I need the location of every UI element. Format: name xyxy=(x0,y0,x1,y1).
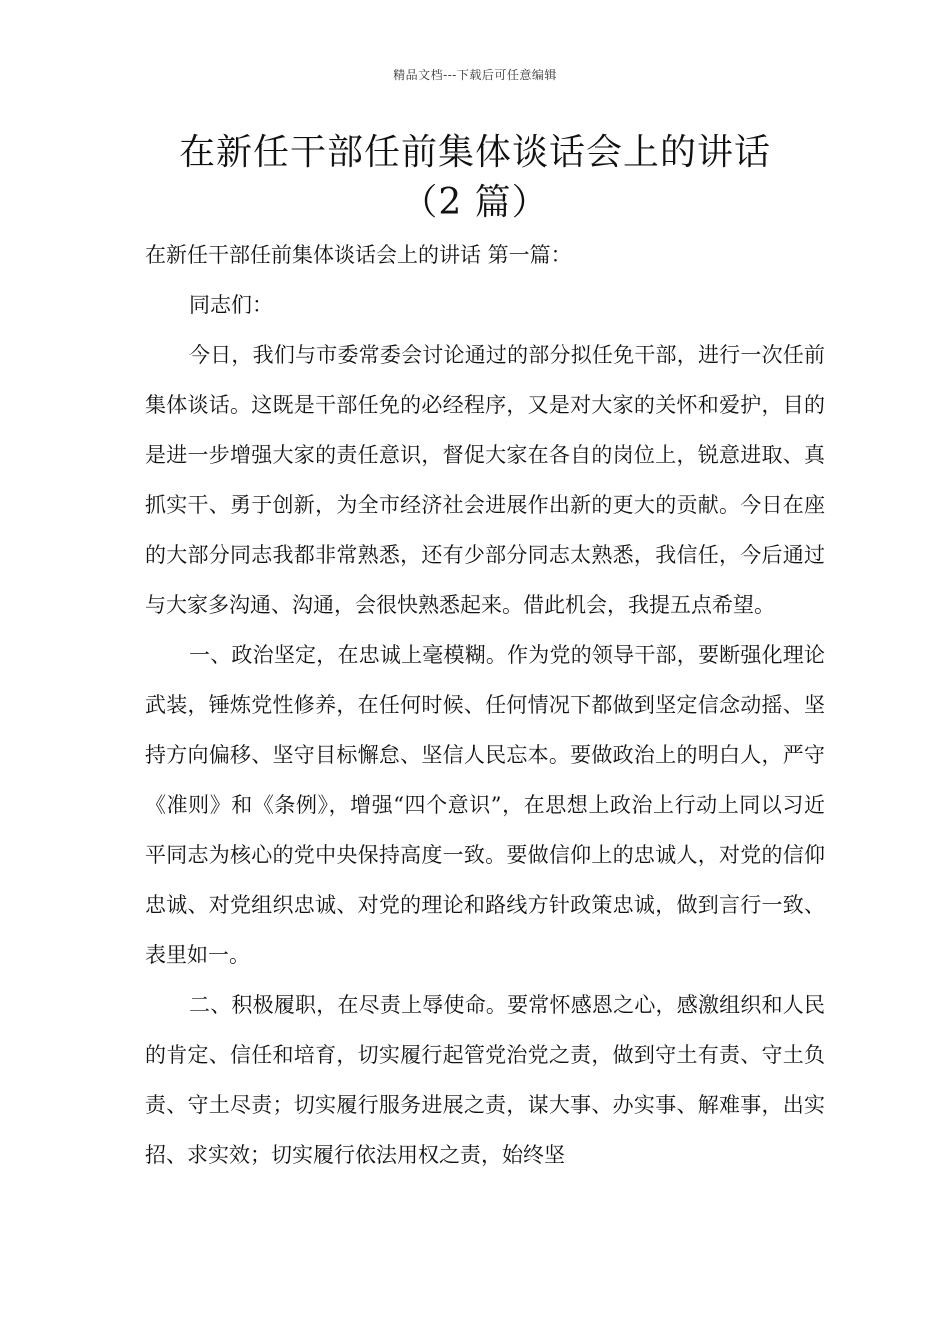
section-subtitle: 在新任干部任前集体谈话会上的讲话 第一篇： xyxy=(145,243,572,267)
title-line-2: （2 篇） xyxy=(401,182,549,223)
paragraph-point-two: 二、积极履职，在尽责上辱使命。要常怀感恩之心，感激组织和人民的肯定、信任和培育，切实履行起管党治党之责，做到守土有责、守土负责、守土尽责；切实履行服务进展之责，谋大事、办实事、解难事，出实招、求实效；切实履行依法用权之责，始终坚 xyxy=(145,993,825,1167)
paragraph-point-one: 一、政治坚定，在忠诚上毫模糊。作为党的领导干部，要断强化理论武装，锤炼党性修养，在任何时候、任何情况下都做到坚定信念动摇、坚持方向偏移、坚守目标懈怠、坚信人民忘本。要做政治上的明白人，严守《准则》和《条例》，增强“四个意识”，在思想上政治上行动上同以习近平同志为核心的党中央保持高度一致。要做信仰上的忠诚人，对党的信仰忠诚、对党组织忠诚、对党的理论和路线方针政策忠诚，做到言行一致、表里如一。 xyxy=(145,643,825,967)
salutation: 同志们： xyxy=(189,293,273,317)
header-note: 精品文档---下载后可任意编辑 xyxy=(393,68,557,82)
title-line-1: 在新任干部任前集体谈话会上的讲话 xyxy=(178,132,771,173)
document-body xyxy=(145,230,825,1180)
document-title xyxy=(100,128,850,228)
paragraph-intro: 今日，我们与市委常委会讨论通过的部分拟任免干部，进行一次任前集体谈话。这既是干部任免的必经程序，又是对大家的关怀和爱护，目的是进一步增强大家的责任意识，督促大家在各自的岗位上，锐意进取、真抓实干、勇于创新，为全市经济社会进展作出新的更大的贡献。今日在座的大部分同志我都非常熟悉，还有少部分同志太熟悉，我信任，今后通过与大家多沟通、沟通，会很快熟悉起来。借此机会，我提五点希望。 xyxy=(145,343,825,617)
